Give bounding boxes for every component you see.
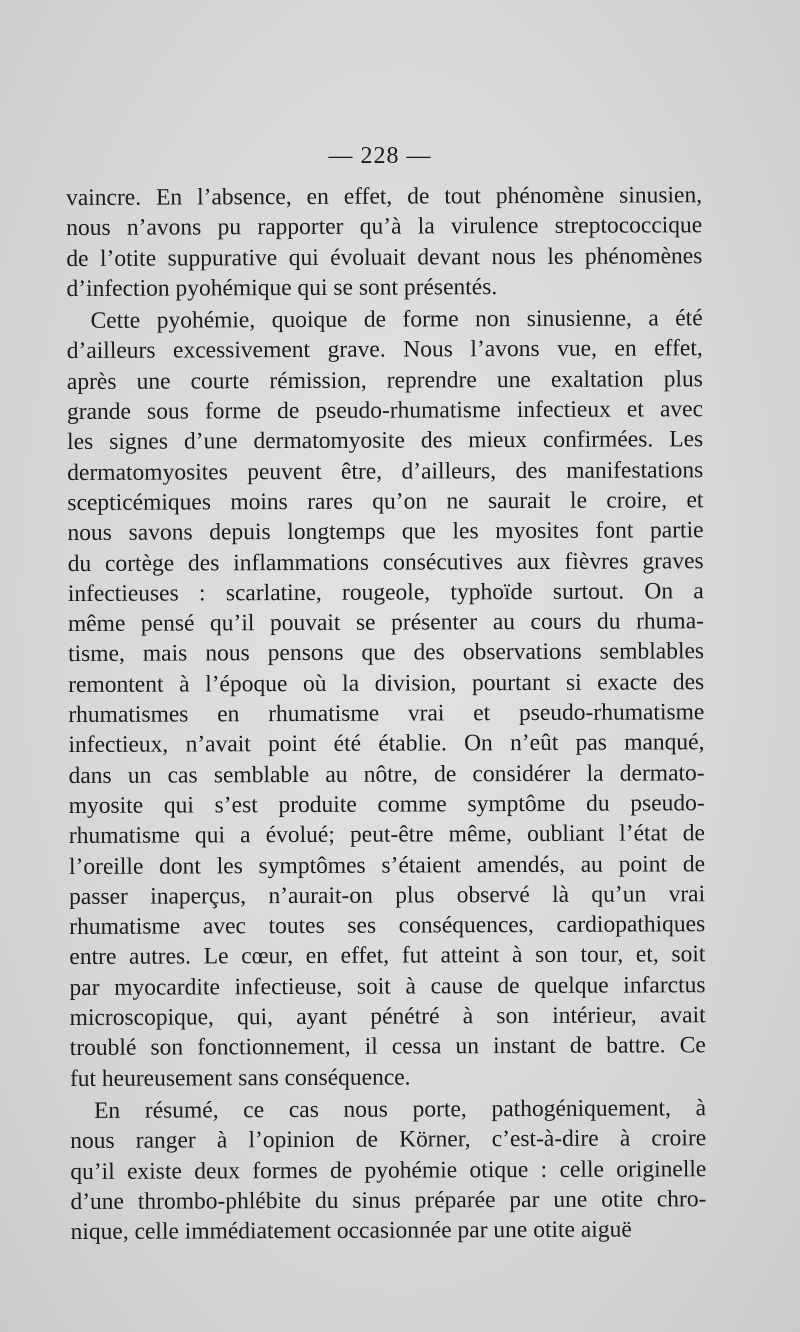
- text-line: remontent à l’époque où la division, pourtant si exacte des: [68, 668, 705, 698]
- text-line: l’oreille dont les symptômes s’étaient amendés, au point de: [68, 850, 706, 880]
- text-line: même pensé qu’il pouvait se présenter au cours du rhuma-: [67, 608, 704, 638]
- text-line: grande sous forme de pseudo-rhumatisme infectieux et avec: [66, 396, 704, 426]
- text-line: fut heureusement sans conséquence.: [69, 1064, 411, 1092]
- text-line: nique, celle immédiatement occasionnée par une otite aiguë: [70, 1216, 632, 1246]
- text-line: de l’otite suppurative qui évoluait devant nous les phénomènes: [66, 242, 703, 272]
- text-line: vaincre. En l’absence, en effet, de tout phénomène sinusien,: [66, 182, 703, 211]
- paragraph: [66, 180, 703, 304]
- text-line: myosite qui s’est produite comme symptôme du pseudo-: [68, 790, 705, 819]
- text-line: En résumé, ce cas nous porte, pathogéniquement, à: [93, 1095, 707, 1124]
- text-line: rhumatisme qui a évolué; peut-être même, oubliant l’état de: [68, 820, 705, 850]
- text-line: scepticémiques moins rares qu’on ne saurait le croire, et: [67, 487, 704, 516]
- text-line: rhumatisme avec toutes ses conséquences, cardiopathiques: [69, 911, 706, 941]
- text-line: entre autres. Le cœur, en effet, fut atteint à son tour, et, soit: [69, 941, 706, 971]
- text-line: troublé son fonctionnement, il cessa un instant de battre. Ce: [69, 1032, 706, 1062]
- text-line: microscopique, qui, ayant pénétré à son intérieur, avait: [69, 1002, 706, 1032]
- body-text: [66, 180, 707, 1247]
- text-line: Cette pyohémie, quoique de forme non sinusienne, a été: [90, 305, 703, 335]
- text-line: les signes d’une dermatomyosite des mieux confirmées. Les: [67, 426, 704, 456]
- text-line: passer inaperçus, n’aurait-on plus observé là qu’un vrai: [69, 881, 706, 910]
- text-line: infectieux, n’avait point été établie. On n’eût pas manqué,: [68, 729, 705, 759]
- text-line: dermatomyosites peuvent être, d’ailleurs, des manifestations: [67, 456, 704, 486]
- paragraph: [70, 1093, 707, 1247]
- text-line: d’infection pyohémique qui se sont présentés.: [66, 274, 498, 302]
- text-line: d’ailleurs excessivement grave. Nous l’avons vue, en effet,: [66, 335, 703, 365]
- text-line: qu’il existe deux formes de pyohémie otique : celle originelle: [70, 1155, 707, 1185]
- text-line: nous n’avons pu rapporter qu’à la virulence streptococcique: [66, 212, 703, 242]
- text-line: du cortège des inflammations consécutives aux fièvres graves: [67, 547, 704, 577]
- paragraph: [67, 303, 706, 1093]
- text-line: nous savons depuis longtemps que les myosites font partie: [67, 517, 704, 547]
- text-line: après une courte rémission, reprendre une exaltation plus: [66, 366, 703, 395]
- text-line: nous ranger à l’opinion de Körner, c’est-à-dire à croire: [70, 1125, 707, 1155]
- text-line: rhumatismes en rhumatisme vrai et pseudo-rhumatisme: [68, 699, 705, 729]
- page-number: — 228 —: [328, 143, 432, 169]
- text-line: infectieuses : scarlatine, rougeole, typhoïde surtout. On a: [67, 578, 704, 607]
- text-line: par myocardite infectieuse, soit à cause de quelque infarctus: [69, 971, 706, 1001]
- text-line: dans un cas semblable au nôtre, de considérer la dermato-: [68, 759, 705, 789]
- text-line: tisme, mais nous pensons que des observations semblables: [68, 638, 705, 668]
- text-line: d’une thrombo-phlébite du sinus préparée par une otite chro-: [70, 1186, 707, 1215]
